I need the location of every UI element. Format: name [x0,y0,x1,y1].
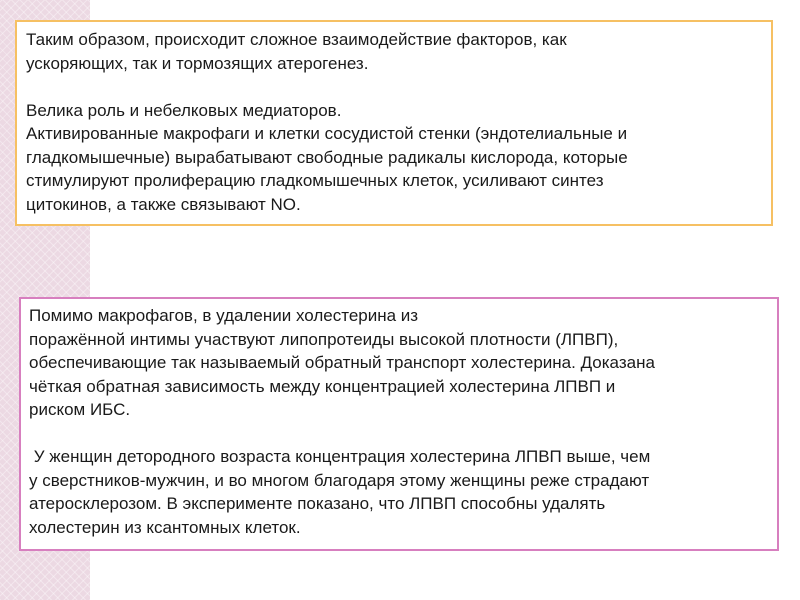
text-line: цитокинов, а также связывают NO. [26,194,301,214]
paragraph-women-hdl [29,445,769,539]
text-line: поражённой интимы участвуют липопротеиды высокой плотности (ЛПВП), [29,329,619,349]
text-line: атеросклерозом. В эксперименте показано, что ЛПВП способны удалять [29,494,606,513]
text-box-hdl-cholesterol [19,297,779,551]
text-line: Помимо макрофагов, в удалении холестерина из [29,306,419,325]
text-line: стимулируют пролиферацию гладкомышечных клеток, усиливают синтез [26,171,604,190]
text-box-atherogenesis [15,20,773,226]
text-line: гладкомышечные) вырабатывают свободные радикалы кислорода, которые [26,147,628,167]
paragraph-spacer [29,422,769,446]
paragraph-non-protein-mediators [26,99,763,217]
text-line: Активированные макрофаги и клетки сосудистой стенки (эндотелиальные и [26,124,628,143]
text-line: ускоряющих, так и тормозящих атерогенез. [26,53,369,73]
text-line: риском ИБС. [29,400,131,419]
text-line: чёткая обратная зависимость между концентрацией холестерина ЛПВП и [29,376,616,396]
text-line: у сверстников-мужчин, и во многом благодаря этому женщины реже страдают [29,470,650,490]
text-line: Таким образом, происходит сложное взаимодействие факторов, как [26,30,567,49]
paragraph-hdl-transport [29,304,769,422]
text-line: У женщин детородного возраста концентрация холестерина ЛПВП выше, чем [29,447,651,466]
text-line: Велика роль и небелковых медиаторов. [26,100,342,120]
paragraph-spacer [26,75,763,99]
text-line: холестерин из ксантомных клеток. [29,517,301,537]
text-line: обеспечивающие так называемый обратный транспорт холестерина. Доказана [29,353,655,372]
paragraph-factors-interaction [26,28,763,75]
